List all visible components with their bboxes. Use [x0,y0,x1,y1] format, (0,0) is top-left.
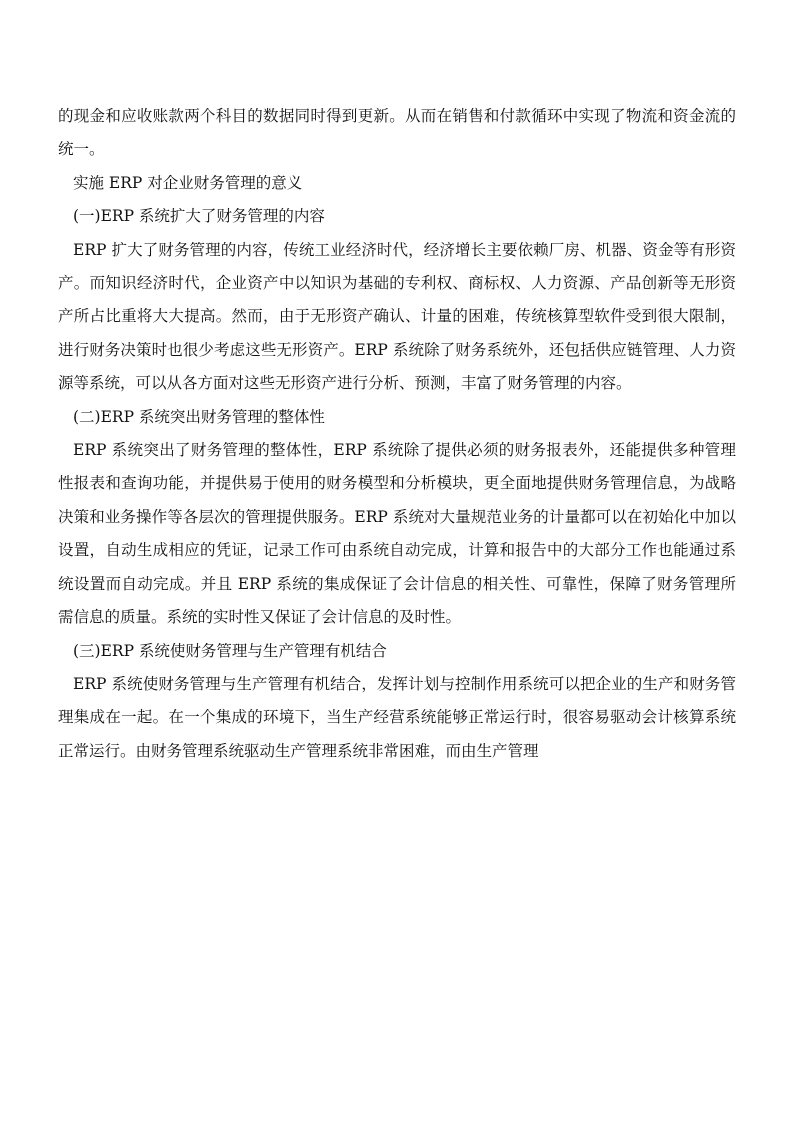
subsection-heading-3: (三)ERP 系统使财务管理与生产管理有机结合 [73,641,387,660]
section-title: 实施 ERP 对企业财务管理的意义 [73,173,303,192]
body-paragraph: ERP 扩大了财务管理的内容，传统工业经济时代，经济增长主要依赖厂房、机器、资金等有形资产。而知识经济时代，企业资产中以知识为基础的专利权、商标权、人力资源、产品创新等无形资产所占比重将大大提高。然而，由于无形资产确认、计量的困难，传统核算型软件受到很大限制，进行财务决策时也很少考虑这些无形资产。ERP 系统除了财务系统外，还包括供应链管理、人力资源等系统，可以从各方面对这些无形资产进行分析、预测，丰富了财务管理的内容。 [58,240,736,393]
body-paragraph: ERP 系统使财务管理与生产管理有机结合，发挥计划与控制作用系统可以把企业的生产和财务管理集成在一起。在一个集成的环境下，当生产经营系统能够正常运行时，很容易驱动会计核算系统正常运行。由财务管理系统驱动生产管理系统非常困难，而由生产管理 [58,674,736,760]
subsection-heading-2: (二)ERP 系统突出财务管理的整体性 [73,407,325,426]
document-body [58,100,736,768]
body-paragraph: ERP 系统突出了财务管理的整体性，ERP 系统除了提供必须的财务报表外，还能提供多种管理性报表和查询功能，并提供易于使用的财务模型和分析模块，更全面地提供财务管理信息，为战略决策和业务操作等各层次的管理提供服务。ERP 系统对大量规范业务的计量都可以在初始化中加以设置，自动生成相应的凭证，记录工作可由系统自动完成，计算和报告中的大部分工作也能通过系统设置而自动完成。并且 ERP 系统的集成保证了会计信息的相关性、可靠性，保障了财务管理所需信息的质量。系统的实时性又保证了会计信息的及时性。 [58,441,736,627]
subsection-heading-1: (一)ERP 系统扩大了财务管理的内容 [73,207,325,226]
body-paragraph: 的现金和应收账款两个科目的数据同时得到更新。从而在销售和付款循环中实现了物流和资金流的统一。 [58,107,736,159]
